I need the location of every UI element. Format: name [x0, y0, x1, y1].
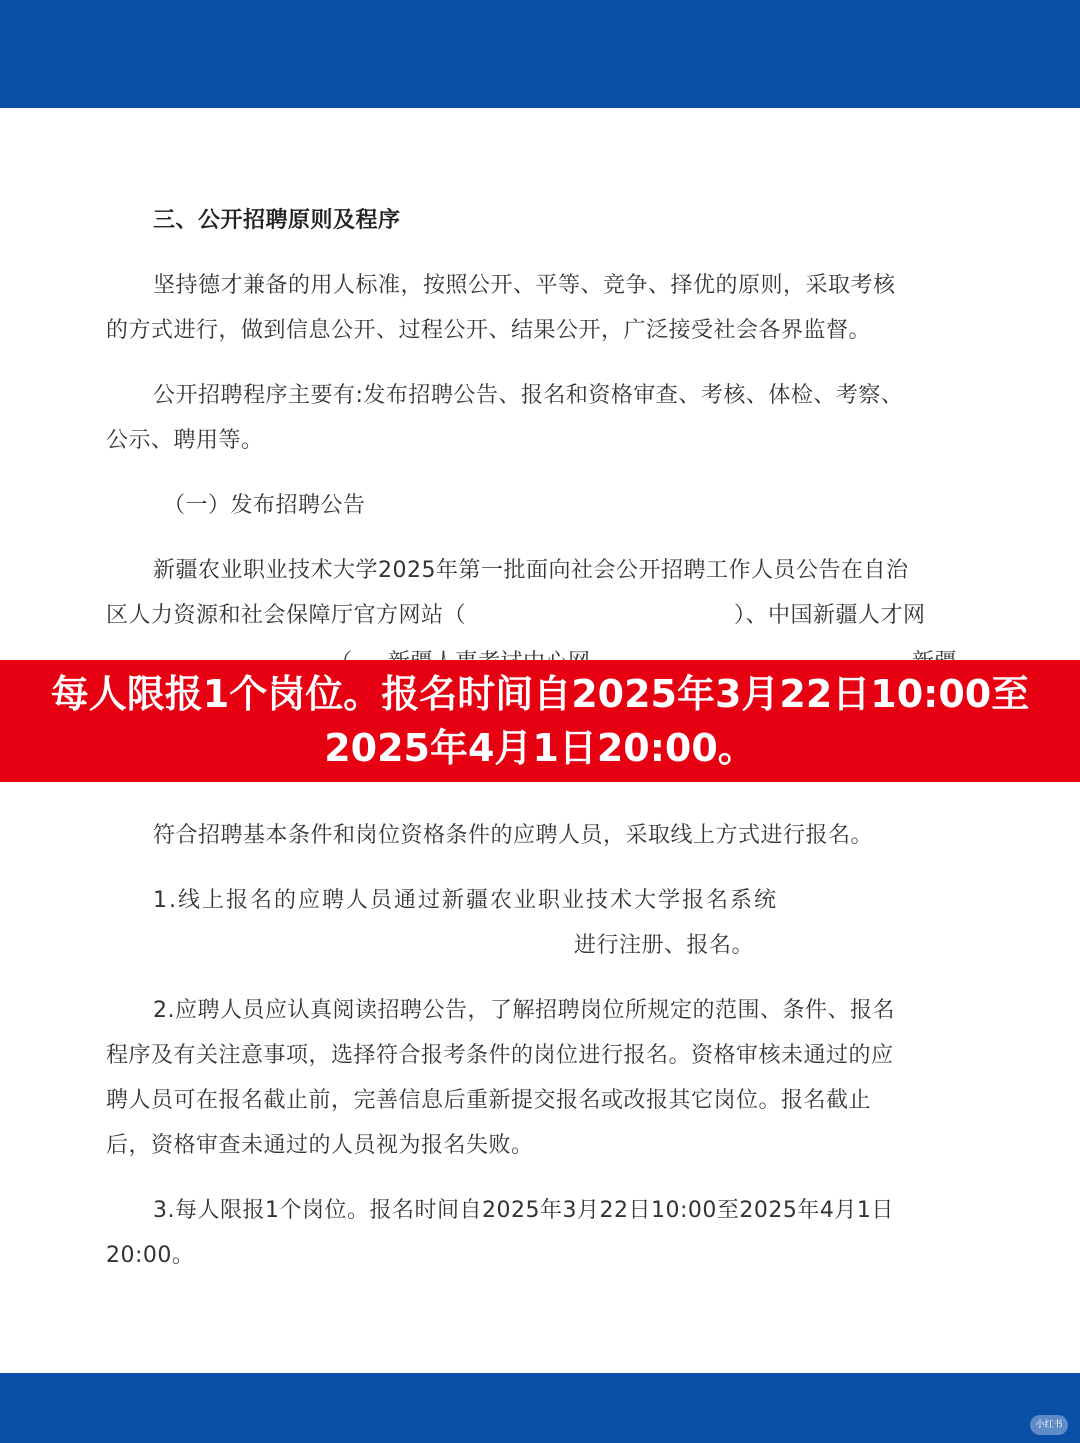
- top-blue-band: [0, 0, 1080, 108]
- paragraph-line: 后，资格审查未通过的人员视为报名失败。: [106, 1133, 534, 1158]
- paragraph-line: 2.应聘人员应认真阅读招聘公告，了解招聘岗位所规定的范围、条件、报名: [153, 998, 895, 1023]
- sub-heading: （一）发布招聘公告: [163, 493, 366, 518]
- paragraph-line: 公示、聘用等。: [106, 428, 264, 453]
- highlight-banner: [0, 660, 1080, 782]
- paragraph-line: 程序及有关注意事项，选择符合报考条件的岗位进行报名。资格审核未通过的应: [106, 1043, 894, 1068]
- watermark-badge: 小红书: [1030, 1415, 1068, 1435]
- paragraph-line: 3.每人限报1个岗位。报名时间自2025年3月22日10:00至2025年4月1日: [153, 1198, 894, 1223]
- paragraph-line: 新疆农业职业技术大学2025年第一批面向社会公开招聘工作人员公告在自治: [153, 558, 909, 583]
- paragraph-line: 进行注册、报名。: [574, 933, 755, 958]
- paragraph-line: 的方式进行，做到信息公开、过程公开、结果公开，广泛接受社会各界监督。: [106, 318, 872, 343]
- paragraph-line: 区人力资源和社会保障厅官方网站（: [106, 603, 467, 628]
- section-heading: 三、公开招聘原则及程序: [153, 208, 401, 233]
- clipped-text: 20:00。: [106, 1243, 195, 1268]
- paragraph-line: 公开招聘程序主要有:发布招聘公告、报名和资格审查、考核、体检、考察、: [153, 383, 904, 408]
- paragraph-line: 坚持德才兼备的用人标准，按照公开、平等、竞争、择优的原则，采取考核: [153, 273, 896, 298]
- paragraph-line: ）、中国新疆人才网: [734, 603, 926, 628]
- banner-line-1: 每人限报1个岗位。报名时间自2025年3月22日10:00至: [50, 672, 1030, 716]
- banner-line-2: 2025年4月1日20:00。: [324, 726, 756, 770]
- bottom-blue-band: [0, 1373, 1080, 1443]
- paragraph-line: 聘人员可在报名截止前，完善信息后重新提交报名或改报其它岗位。报名截止: [106, 1088, 872, 1113]
- paragraph-line: 1.线上报名的应聘人员通过新疆农业职业技术大学报名系统: [153, 888, 778, 913]
- paragraph-line: 符合招聘基本条件和岗位资格条件的应聘人员，采取线上方式进行报名。: [153, 823, 874, 848]
- clipped-line: [106, 1241, 195, 1268]
